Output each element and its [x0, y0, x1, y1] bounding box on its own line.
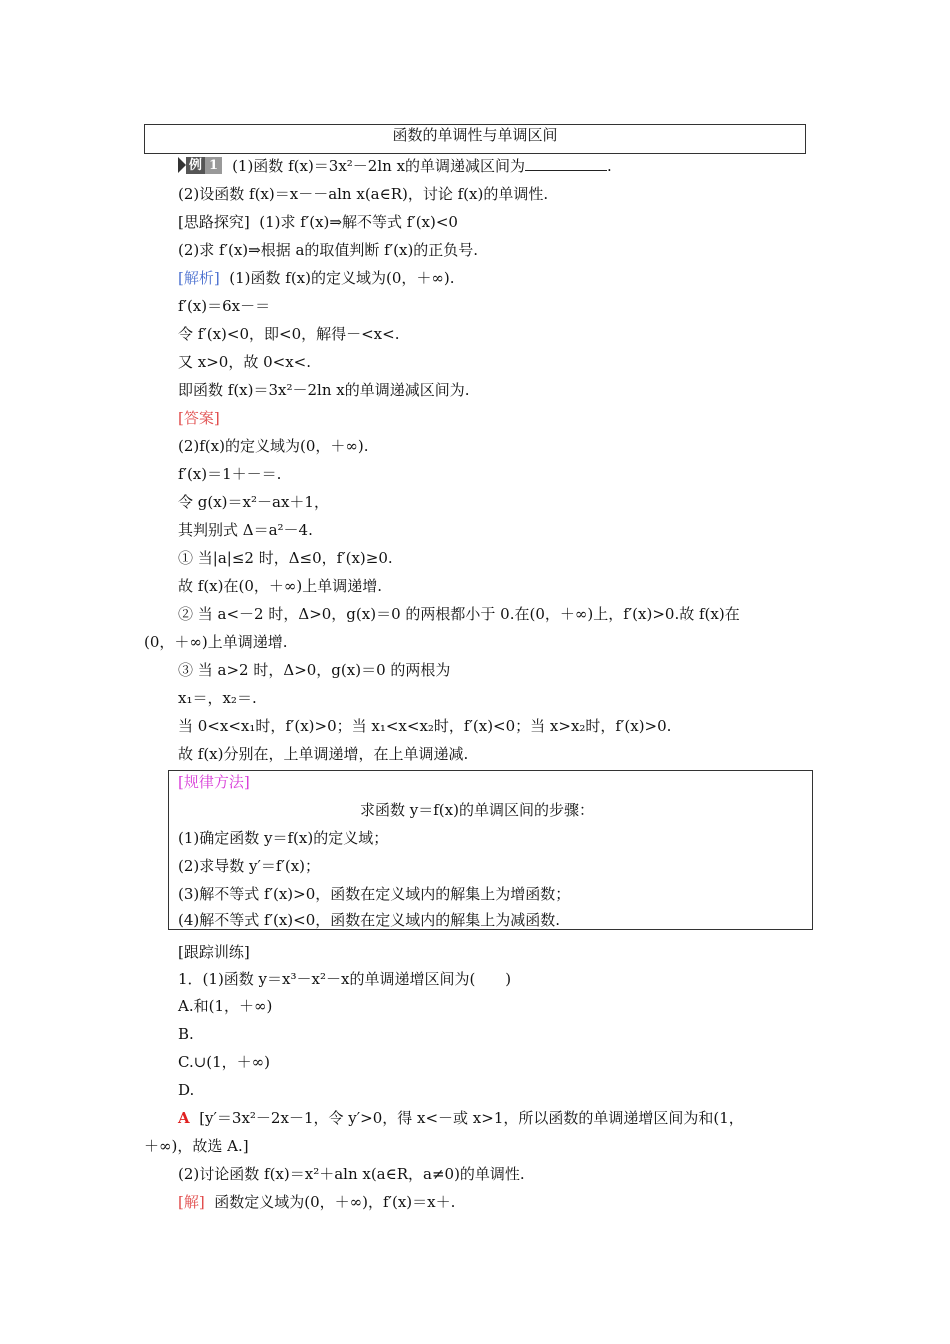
- title-box: [144, 124, 806, 154]
- example-label: 例: [186, 157, 205, 174]
- solution-line-13: (0，＋∞)上单调递增.: [144, 633, 288, 651]
- solution-line-14: ③ 当 a>2 时，Δ>0，g(x)＝0 的两根为: [178, 661, 451, 679]
- solution-line-17: 故 f(x)分别在，上单调递增，在上单调递减.: [178, 745, 469, 763]
- solution-tag-2: [解]: [178, 1193, 205, 1211]
- practice-question-1: 1．(1)函数 y＝x³－x²－x的单调递增区间为( ): [178, 970, 512, 988]
- option-c: C.∪(1，＋∞): [178, 1053, 271, 1071]
- option-a: A.和(1，＋∞): [178, 997, 273, 1015]
- hint-line-1: [178, 211, 458, 233]
- rule-heading: 求函数 y＝f(x)的单调区间的步骤：: [360, 801, 594, 819]
- practice-answer-cont: ＋∞)，故选 A.]: [144, 1137, 249, 1155]
- q1-text: (1)函数 f(x)＝3x²－2ln x的单调递减区间为: [232, 157, 526, 175]
- hint-text-1: (1)求 f′(x)⇒解不等式 f′(x)<0: [259, 213, 458, 231]
- solution-text-1: (1)函数 f(x)的定义域为(0，＋∞).: [229, 269, 455, 287]
- solution-line-9: 其判别式 Δ＝a²－4.: [178, 521, 313, 539]
- rule-step-1: (1)确定函数 y＝f(x)的定义域；: [178, 829, 389, 847]
- answer-tag: [答案]: [178, 409, 220, 427]
- solution-line-2: f′(x)＝6x－＝: [178, 297, 271, 315]
- answer-letter: A: [178, 1109, 190, 1127]
- solution-line-1: [178, 267, 455, 289]
- example-number: 1: [205, 157, 222, 174]
- page-title: 函数的单调性与单调区间: [392, 126, 558, 144]
- practice-solution: [178, 1191, 455, 1213]
- rule-step-3: (3)解不等式 f′(x)>0，函数在定义域内的解集上为增函数；: [178, 885, 571, 903]
- option-d: D.: [178, 1081, 195, 1099]
- solution-line-12: ② 当 a<－2 时，Δ>0，g(x)＝0 的两根都小于 0.在(0，＋∞)上，f′(x)>0.故 f(x)在: [178, 605, 740, 623]
- practice-question-2: (2)讨论函数 f(x)＝x²＋aln x(a∈R，a≠0)的单调性.: [178, 1165, 525, 1183]
- solution-line-16: 当 0<x<x₁时，f′(x)>0；当 x₁<x<x₂时，f′(x)<0；当 x>x₂时，f′(x)>0.: [178, 717, 672, 735]
- solution-line-3: 令 f′(x)<0，即<0，解得－<x<.: [178, 325, 400, 343]
- solution-line-6: (2)f(x)的定义域为(0，＋∞).: [178, 437, 369, 455]
- triangle-icon: [178, 157, 186, 173]
- q1-end: .: [607, 157, 612, 175]
- solution-line-5: 即函数 f(x)＝3x²－2ln x的单调递减区间为.: [178, 381, 470, 399]
- answer-explanation: [y′＝3x²－2x－1，令 y′>0，得 x<－或 x>1，所以函数的单调递增区间为和(1，: [199, 1109, 744, 1127]
- hint-line-2: (2)求 f′(x)⇒根据 a的取值判断 f′(x)的正负号.: [178, 241, 479, 259]
- rule-step-2: (2)求导数 y′＝f′(x)；: [178, 857, 321, 875]
- example-badge: [178, 157, 222, 174]
- answer-blank: [525, 156, 607, 171]
- solution-tag: [解析]: [178, 269, 220, 287]
- solution-text-2: 函数定义域为(0，＋∞)，f′(x)＝x＋.: [214, 1193, 456, 1211]
- rule-tag: [规律方法]: [178, 773, 250, 791]
- solution-line-15: x₁＝，x₂＝.: [178, 689, 257, 707]
- example-question-1: [178, 155, 612, 177]
- solution-line-7: f′(x)＝1＋－＝.: [178, 465, 282, 483]
- practice-answer: [178, 1107, 744, 1129]
- rule-box: [168, 770, 813, 930]
- practice-tag: [跟踪训练]: [178, 943, 250, 961]
- solution-line-8: 令 g(x)＝x²－ax＋1，: [178, 493, 329, 511]
- option-b: B.: [178, 1025, 194, 1043]
- solution-line-4: 又 x>0，故 0<x<.: [178, 353, 312, 371]
- hint-tag: [思路探究]: [178, 213, 250, 231]
- example-question-2: (2)设函数 f(x)＝x－－aln x(a∈R)，讨论 f(x)的单调性.: [178, 185, 549, 203]
- solution-line-10: ① 当|a|≤2 时，Δ≤0，f′(x)≥0.: [178, 549, 393, 567]
- solution-line-11: 故 f(x)在(0，＋∞)上单调递增.: [178, 577, 382, 595]
- rule-step-4: (4)解不等式 f′(x)<0，函数在定义域内的解集上为减函数.: [178, 911, 561, 929]
